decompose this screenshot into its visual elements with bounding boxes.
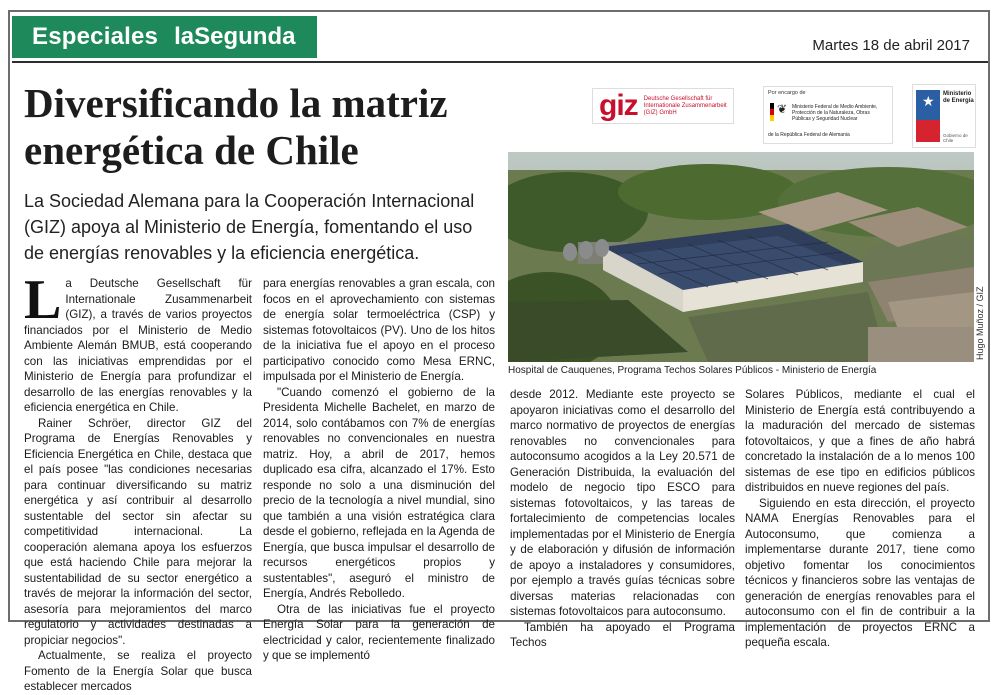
paragraph: También ha apoyado el Programa Techos [510, 620, 735, 649]
giz-mark: giz [599, 89, 638, 122]
giz-logo-text: Deutsche Gesellschaft für Internationale Zusammenarbeit (GIZ) GmbH [643, 95, 727, 116]
paragraph: desde 2012. Mediante este proyecto se apoyaron iniciativas como el desarrollo del marco normativo de proyectos de energías renovables no convencionales para autoconsumo acogidos a la Ley 20.571 de Generación Distribuida, la evaluación del modelo de negocio tipo ESCO para sistemas fotovoltaicos, y las tareas de fortalecimiento de competencias locales implementadas por el Ministerio de Energía y de elaboración y difusión de información de apoyo a instaladores y consumidores, por ejemplo a través guías técnicas sobre diversas materias relacionadas con sistemas fotovoltaicos para autoconsumo. [510, 388, 735, 618]
article-title: Diversificando la matriz energética de Chile [24, 80, 448, 173]
paragraph: Siguiendo en esta dirección, el proyecto NAMA Energías Renovables para el Autoconsumo, que comienza a implementarse durante 2017, tiene como objetivo fomentar los conocimientos técnicos y financieros sobre las ventajas de generación de energías renovables para el autoconsumo con el fin de contribuir a la implementación de proyectos ERNC a pequeña escala. [745, 496, 975, 649]
section-label: Especiales [32, 23, 159, 50]
article-photo [508, 152, 974, 362]
photo-caption: Hospital de Cauquenes, Programa Techos Solares Públicos - Ministerio de Energía [508, 365, 877, 376]
bmub-logo-text: Ministerio Federal de Medio Ambiente, Protección de la Naturaleza, Obras Públicas y Seguridad Nuclear [792, 104, 878, 122]
paragraph: Otra de las iniciativas fue el proyecto Energía Solar para la generación de electricidad y calor, recientemente finalizado y que se implementó [263, 602, 495, 662]
section-header [12, 16, 317, 58]
paragraph: "Cuando comenzó el gobierno de la Presidenta Michelle Bachelet, en marzo de 2014, solo contábamos con 7% de energías renovables no convencionales en nuestra matriz. Hoy, a abril de 2017, hemos duplicado esa cifra, alcanzado el 17%. Esto responde no solo a una disminución del precio de la tecnología a nivel mundial, sino que también a una visión estratégica clara desde el gobierno, reflejada en la Agenda de Energía, que busca impulsar el desarrollo de recursos energéticos propios y sustentables", aseguró el ministro de Energía, Andrés Rebolledo. [263, 385, 495, 600]
article-lead: La Sociedad Alemana para la Cooperación Internacional (GIZ) apoya al Ministerio de Energía, fomentando el uso de energías renovables y la eficiencia energética. [24, 191, 475, 263]
bmub-top-text: Por encargo de [768, 90, 806, 96]
article-column-1 [24, 269, 252, 695]
hospital-solar-roof-image [508, 152, 974, 362]
header-rule [12, 61, 988, 63]
eagle-icon: ❦ [777, 102, 788, 116]
paragraph: Actualmente, se realiza el proyecto Fomento de la Energía Solar que busca establecer mercados [24, 649, 252, 693]
paragraph: Rainer Schröer, director GIZ del Programa de Energías Renovables y Eficiencia Energética en Chile, destaca que el país posee "las condiciones necesarias para continuar diversificando su matriz energética y así contribuir al desarrollo sustentable del sector sin afectar su competitividad internacional. La cooperación alemana apoya los esfuerzos que está haciendo Chile para mejorar la sustentabilidad de su sector energético a través de mejorar la información del sector, asesoría para mejoramientos del marco regulatorio y actividades destinadas a propiciar negocios". [24, 416, 252, 647]
issue-date: Martes 18 de abril 2017 [812, 37, 970, 54]
article-column-4 [745, 387, 975, 651]
star-icon: ★ [922, 93, 935, 109]
paragraph: Solares Públicos, mediante el cual el Ministerio de Energía está contribuyendo a la maduración del mercado de sistemas fotovoltaicos, y que a fines de año habrá concretado la instalación de a lo menos 100 sistemas de ese tipo en edificios públicos distribuidos en nueve regiones del país. [745, 388, 975, 494]
paragraph: para energías renovables a gran escala, con focos en el aprovechamiento con sistemas de energía solar termoeléctrica (CSP) y sistemas fotovoltaicos (PV). Uno de los hitos de la iniciativa fue el apoyo en el proceso participativo conocido como Mesa ERNC, impulsada por el Ministerio de Energía. [263, 277, 495, 383]
bmub-logo [763, 86, 893, 144]
ministerio-energia-logo [912, 84, 976, 148]
paragraph: a Deutsche Gesellschaft für Internationale Zusammenarbeit (GIZ), a través de varios proyectos financiados por el Ministerio de Medio Ambiente Alemán BMUB, está cooperando con las iniciativas emprendidas por el Ministerio de Energía para profundizar el desarrollo de las energías renovables y la eficiencia energética en Chile. [24, 277, 252, 414]
article-column-2 [263, 276, 495, 664]
german-flag-icon [770, 103, 774, 121]
flag-red-block [916, 120, 940, 142]
ministerio-logo-sub: Gobierno de Chile [943, 133, 968, 143]
brand-logo: laSegunda [174, 23, 296, 50]
ministerio-logo-text: Ministerio de Energía [943, 91, 974, 104]
article-column-3 [510, 387, 735, 651]
bmub-bottom-text: de la República Federal de Alemania [768, 132, 850, 138]
giz-logo [592, 88, 734, 124]
drop-cap: L [24, 269, 62, 331]
photo-credit: Hugo Muñoz / GIZ [975, 286, 985, 360]
